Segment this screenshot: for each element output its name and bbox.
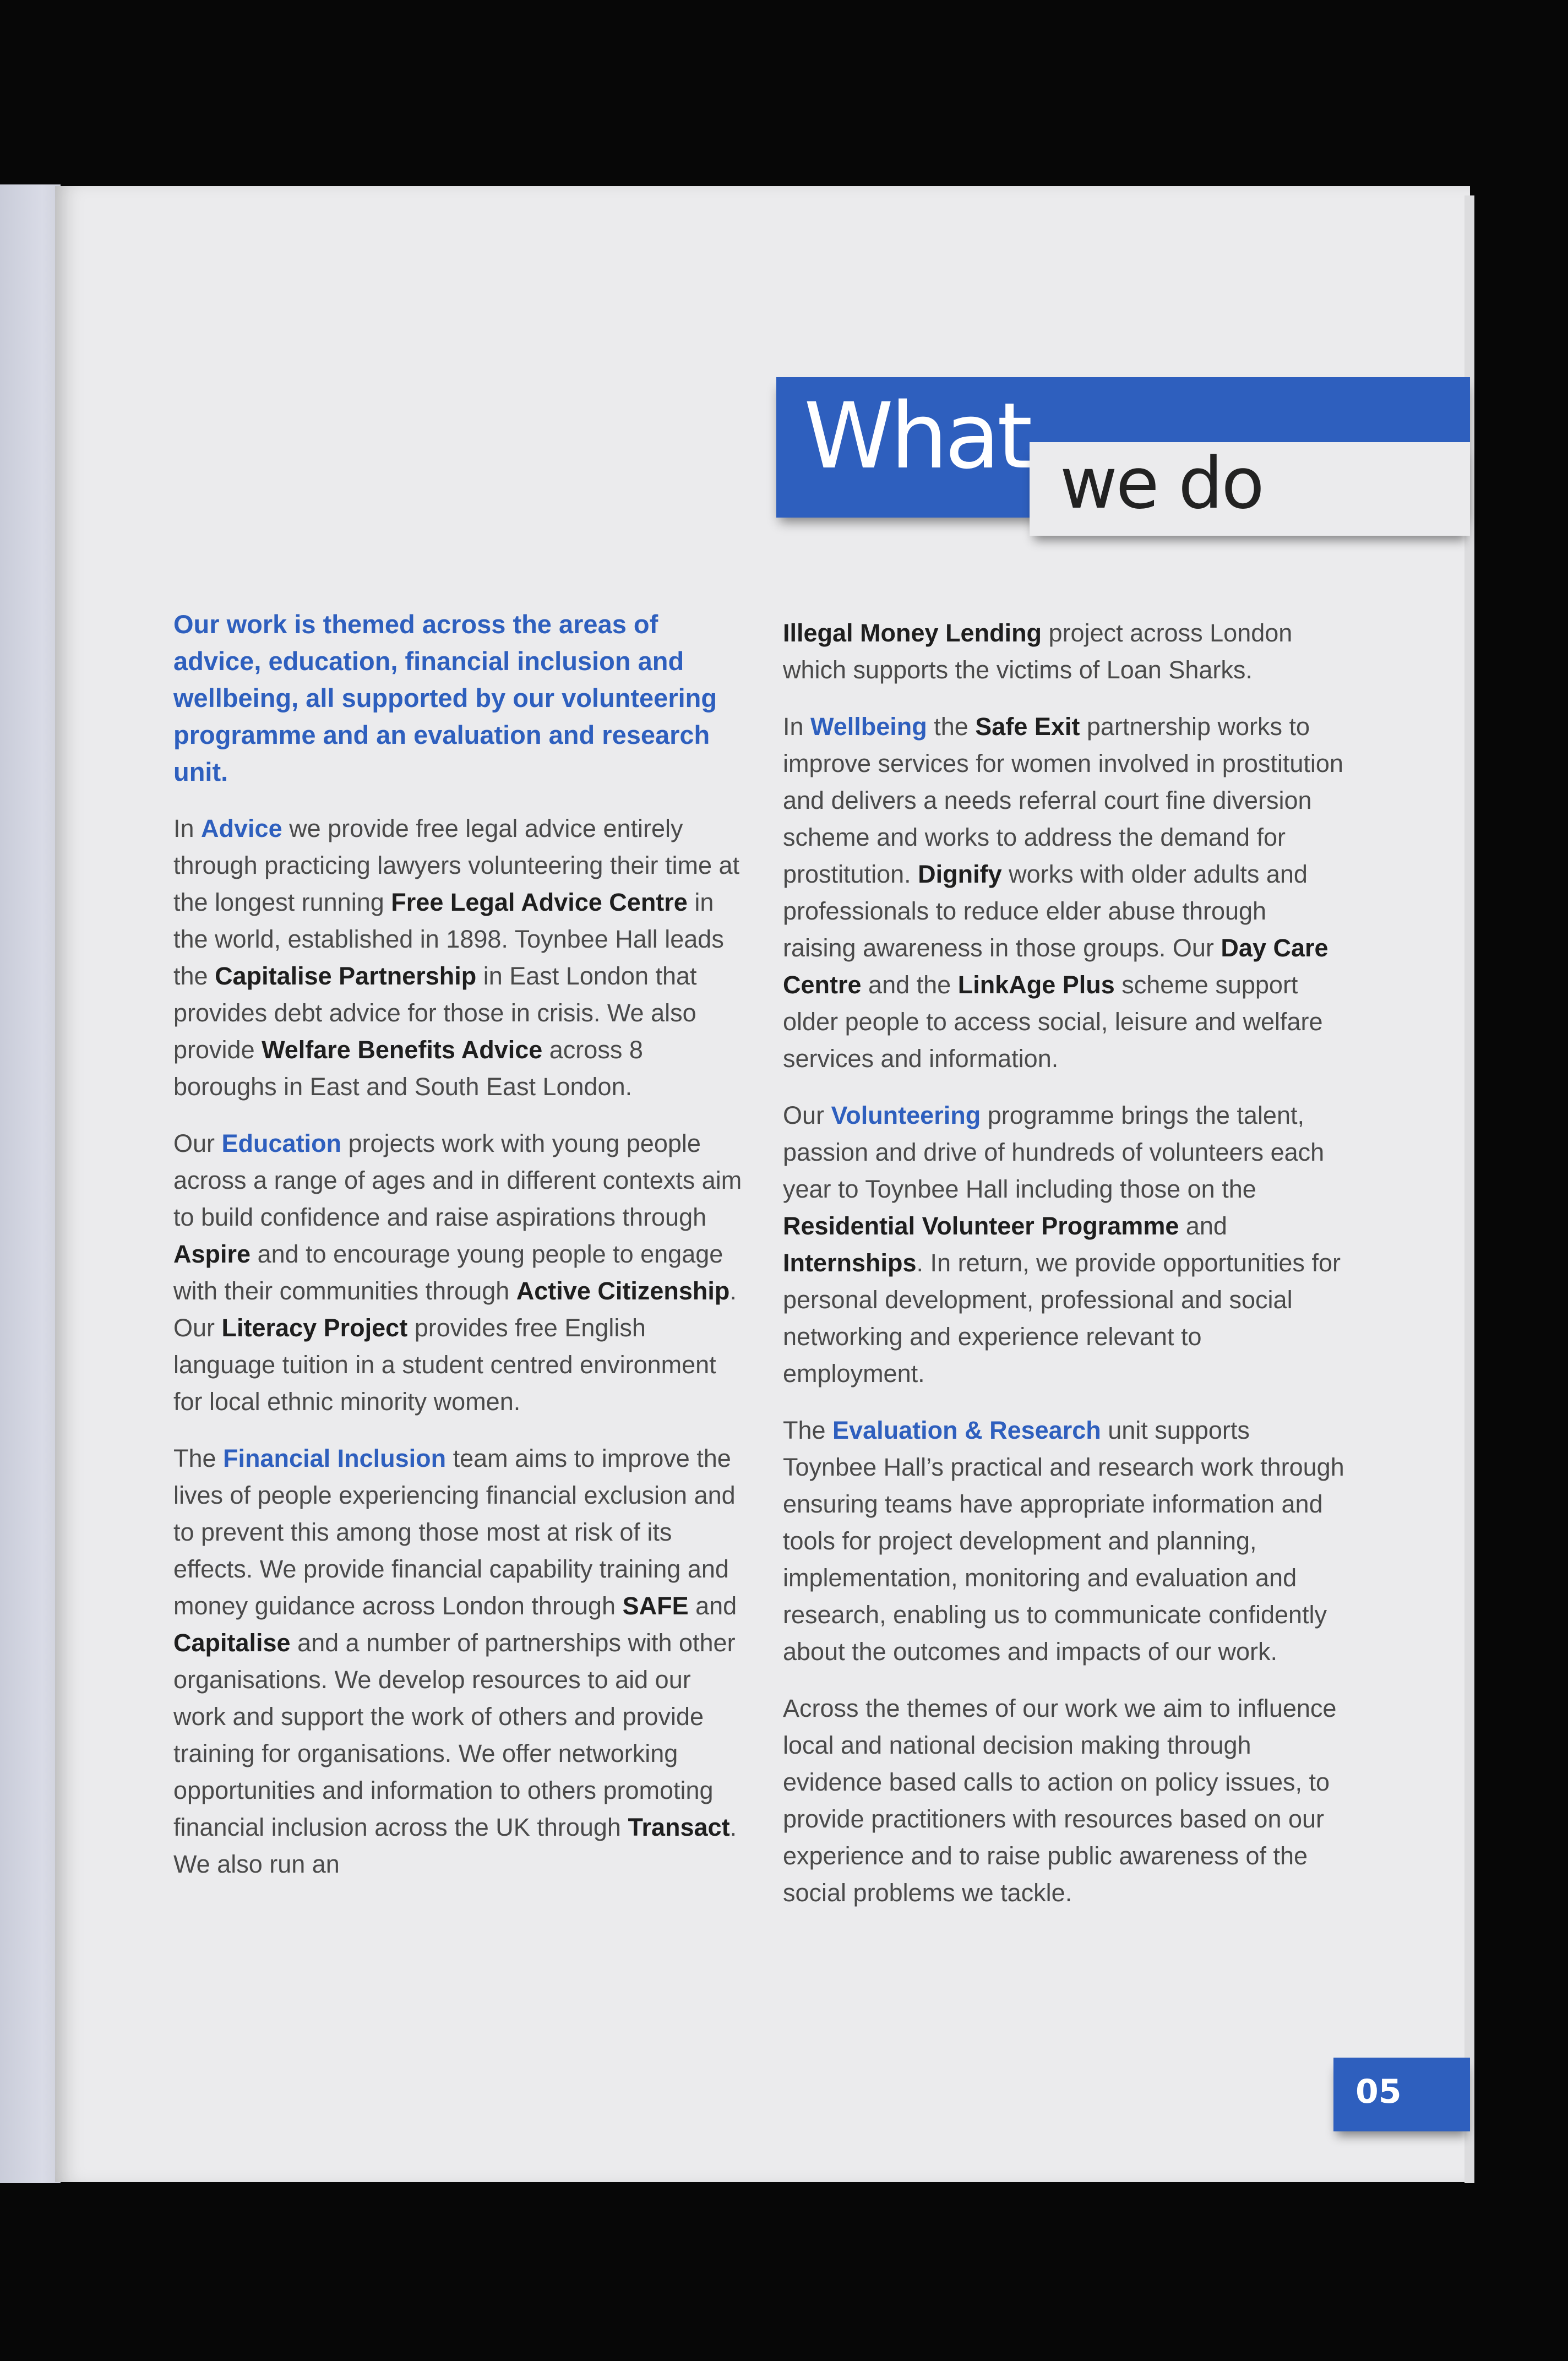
paragraph-text: partnership works to improve services for women involved in prostitution and delivers a needs referral court fine diversion scheme and works to address the demand for prostitution. bbox=[783, 712, 1343, 888]
paragraph-text: and the bbox=[861, 971, 958, 999]
body-paragraph bbox=[173, 810, 746, 1105]
intro-paragraph: Our work is themed across the areas of advice, education, financial inclusion and wellbeing, all supported by our volunteering programme and an evaluation and research unit. bbox=[173, 610, 717, 786]
paragraph-text: across 8 boroughs in East and South East London. bbox=[173, 1036, 643, 1101]
previous-page-edge bbox=[0, 184, 61, 2183]
paragraph-text: unit supports Toynbee Hall’s practical and research work through ensuring teams have appropriate information and tools for project development and planning, implementation, monitoring and evaluation and research, enabling us to communicate confidently about the outcomes and impacts of our work. bbox=[783, 1416, 1344, 1666]
emphasis-text: Free Legal Advice Centre bbox=[391, 888, 688, 916]
emphasis-text: Welfare Benefits Advice bbox=[262, 1036, 543, 1064]
heading-subbox bbox=[1030, 442, 1470, 536]
paragraph-text: we provide free legal advice entirely through practicing lawyers volunteering their time at the longest running bbox=[173, 814, 740, 916]
emphasis-text: Education bbox=[221, 1129, 342, 1157]
emphasis-text: Safe Exit bbox=[975, 712, 1080, 741]
paragraph-text: In bbox=[783, 712, 811, 741]
emphasis-text: Illegal Money Lending bbox=[783, 619, 1042, 647]
emphasis-text: Internships bbox=[783, 1249, 917, 1277]
paragraph-text: programme brings the talent, passion and drive of hundreds of volunteers each year to Toynbee Hall including those on the bbox=[783, 1101, 1325, 1203]
body-paragraph bbox=[783, 1690, 1344, 1911]
emphasis-text: Advice bbox=[201, 814, 282, 842]
paragraph-text: In bbox=[173, 814, 202, 842]
paragraph-text: works with older adults and professionals to reduce elder abuse through raising awareness in those groups. Our bbox=[783, 860, 1308, 962]
emphasis-text: Capitalise bbox=[173, 1629, 291, 1657]
paragraph-text: scheme support older people to access social, leisure and welfare services and information. bbox=[783, 971, 1323, 1073]
paragraph-text: and to encourage young people to engage with their communities through bbox=[173, 1240, 723, 1305]
paragraph-text: and a number of partnerships with other organisations. We develop resources to aid our work and support the work of others and provide training for organisations. We offer networking opportunities and information to others promoting financial inclusion across the UK through bbox=[173, 1629, 736, 1841]
paragraph-text: Our bbox=[783, 1101, 831, 1129]
paragraph-text: project across London which supports the victims of Loan Sharks. bbox=[783, 619, 1293, 684]
paragraph-text: in East London that provides debt advice for those in crisis. We also provide bbox=[173, 962, 697, 1064]
emphasis-text: Literacy Project bbox=[221, 1314, 408, 1342]
emphasis-text: Financial Inclusion bbox=[223, 1444, 447, 1472]
paragraph-text: The bbox=[783, 1416, 833, 1444]
paragraph-text: in the world, established in 1898. Toynbee Hall leads the bbox=[173, 888, 724, 990]
paragraph-text: the bbox=[927, 712, 976, 741]
emphasis-text: LinkAge Plus bbox=[957, 971, 1115, 999]
emphasis-text: Day Care Centre bbox=[783, 934, 1329, 999]
paragraph-text: The bbox=[173, 1444, 224, 1472]
page-number: 05 bbox=[1355, 2072, 1402, 2111]
right-paragraphs bbox=[783, 614, 1344, 1911]
section-heading bbox=[776, 377, 1470, 553]
emphasis-text: Wellbeing bbox=[810, 712, 927, 741]
emphasis-text: Residential Volunteer Programme bbox=[783, 1212, 1179, 1240]
paragraph-text: and bbox=[1179, 1212, 1227, 1240]
paragraph-text: . In return, we provide opportunities for personal development, professional and social networking and experience relevant to employment. bbox=[783, 1249, 1341, 1388]
body-paragraph bbox=[173, 1440, 746, 1883]
paragraph-text: projects work with young people across a range of ages and in different contexts aim to build confidence and raise aspirations through bbox=[173, 1129, 742, 1231]
page-number-tab bbox=[1333, 2058, 1470, 2131]
body-paragraph bbox=[783, 1097, 1344, 1392]
emphasis-text: SAFE bbox=[622, 1592, 689, 1620]
emphasis-text: Aspire bbox=[173, 1240, 251, 1268]
paragraph-text: Our bbox=[173, 1129, 222, 1157]
paragraph-text: . We also run an bbox=[173, 1813, 737, 1878]
emphasis-text: Capitalise Partnership bbox=[215, 962, 477, 990]
emphasis-text: Volunteering bbox=[831, 1101, 981, 1129]
emphasis-text: Active Citizenship bbox=[516, 1277, 730, 1305]
emphasis-text: Transact bbox=[628, 1813, 730, 1841]
body-paragraph bbox=[173, 1125, 746, 1420]
emphasis-text: Evaluation & Research bbox=[832, 1416, 1101, 1444]
body-paragraph bbox=[783, 708, 1344, 1077]
paragraph-text: and bbox=[688, 1592, 737, 1620]
paragraph-text: provides free English language tuition in a student centred environment for local ethnic minority women. bbox=[173, 1314, 716, 1416]
emphasis-text: Dignify bbox=[918, 860, 1002, 888]
left-paragraphs bbox=[173, 810, 746, 1883]
right-column bbox=[783, 614, 1344, 1931]
body-paragraph bbox=[783, 614, 1344, 688]
heading-what: What bbox=[804, 383, 1030, 489]
heading-we-do: we do bbox=[1060, 443, 1263, 525]
left-column bbox=[173, 606, 746, 1902]
body-paragraph bbox=[783, 1412, 1344, 1670]
paragraph-text: team aims to improve the lives of people experiencing financial exclusion and to prevent this among those most at risk of its effects. We provide financial capability training and money guidance across London through bbox=[173, 1444, 736, 1620]
paragraph-text: . Our bbox=[173, 1277, 737, 1342]
paragraph-text: Across the themes of our work we aim to influence local and national decision making through evidence based calls to action on policy issues, to provide practitioners with resources based on our experience and to raise public awareness of the social problems we tackle. bbox=[783, 1694, 1337, 1907]
